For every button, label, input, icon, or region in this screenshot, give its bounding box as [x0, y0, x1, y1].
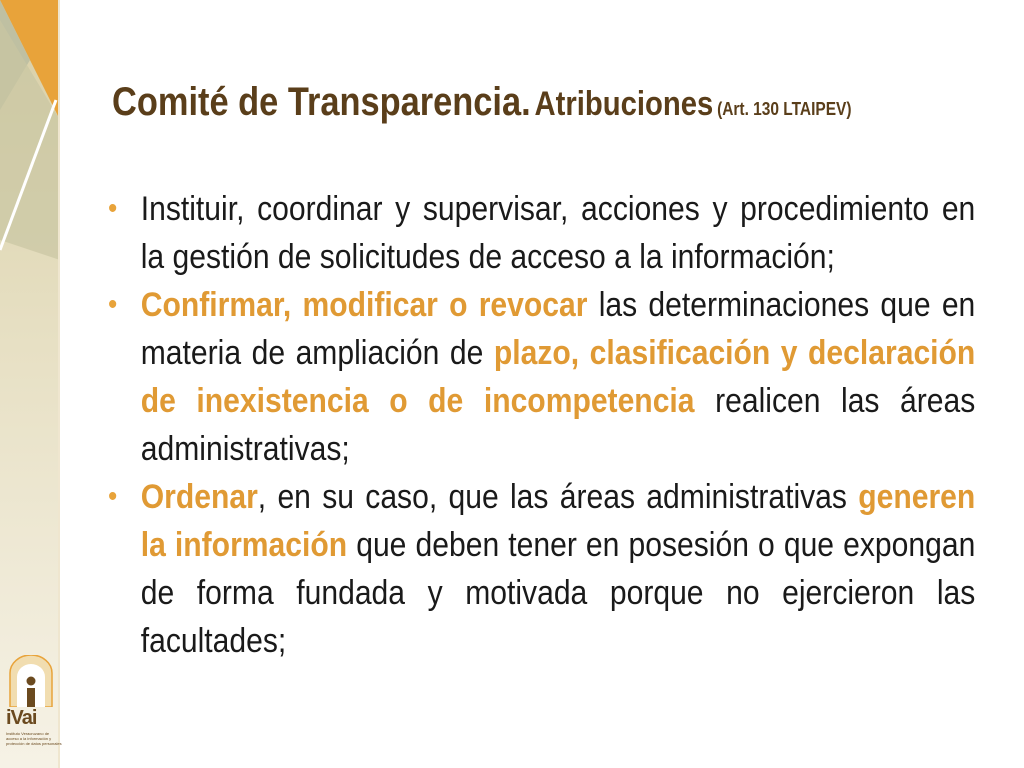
title-article: (Art. 130 LTAIPEV) — [717, 99, 852, 119]
logo-tagline: Instituto Veracruzano de acceso a la información y protección de datos personales — [6, 731, 62, 746]
list-item — [108, 473, 975, 665]
ivai-logo — [6, 655, 62, 750]
bullet-icon: • — [108, 288, 118, 321]
list-item — [108, 281, 975, 473]
highlight-text: Confirmar, modificar o revocar — [140, 286, 588, 324]
logo-wordmark: iVai — [6, 707, 37, 729]
highlight-text: plazo, clasificación y declaración de inexistencia o de incompetencia — [140, 334, 976, 420]
list-item — [108, 185, 975, 281]
highlight-text: Ordenar — [140, 478, 258, 516]
bullet-icon: • — [108, 192, 118, 225]
bullet-text: que deben tener en posesión o que expongan de forma fundada y motivada porque no ejercieron las facultades; — [140, 526, 976, 660]
ivai-emblem-icon — [6, 655, 56, 707]
decorative-side-strip — [0, 0, 60, 768]
bullet-icon: • — [108, 480, 118, 513]
title-main: Comité de Transparencia. — [112, 80, 531, 124]
bullet-text: Instituir, coordinar y supervisar, acciones y procedimiento en la gestión de solicitudes de acceso a la información; — [140, 190, 976, 276]
highlight-text: generen la información — [140, 478, 976, 564]
slide-title — [112, 80, 869, 125]
bullet-text: las determinaciones que en materia de ampliación de — [140, 286, 976, 372]
bullet-text: , en su caso, que las áreas administrativas — [257, 478, 859, 516]
bullet-text: realicen las áreas administrativas; — [140, 382, 976, 468]
title-sub: Atribuciones — [534, 85, 714, 123]
bullet-list — [108, 185, 975, 665]
